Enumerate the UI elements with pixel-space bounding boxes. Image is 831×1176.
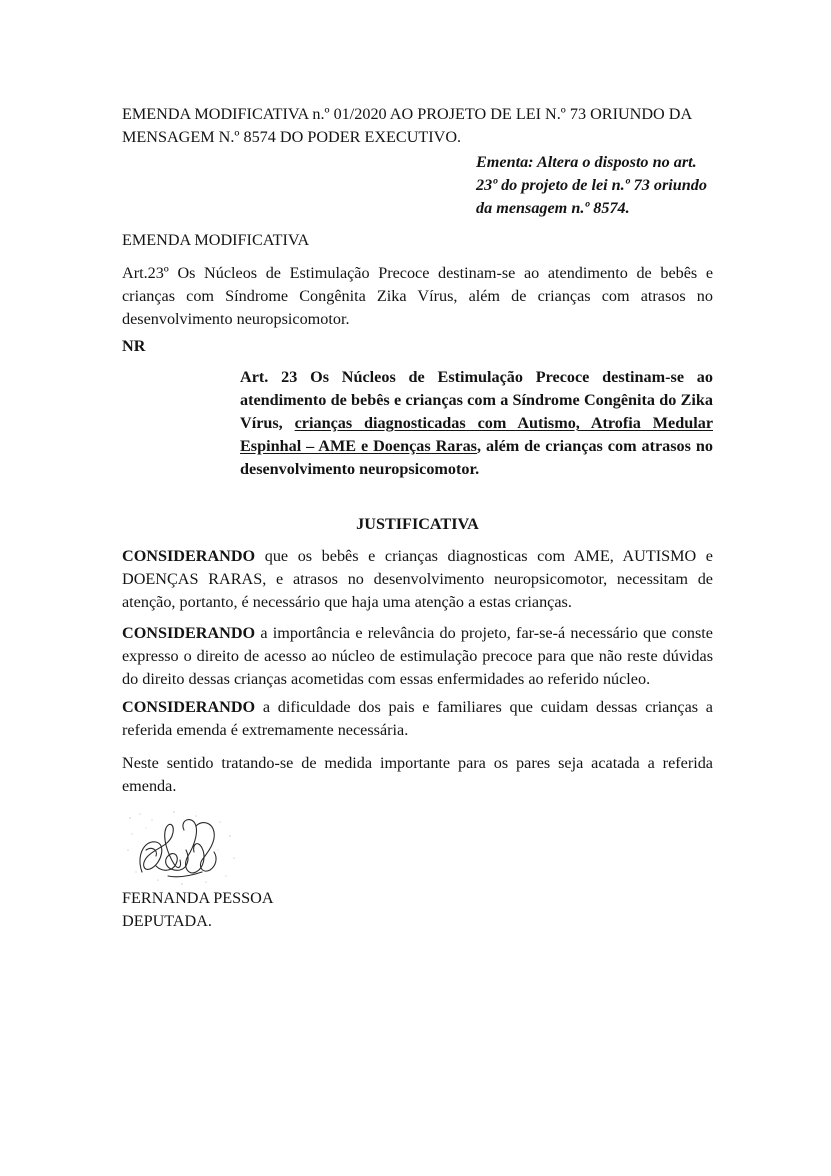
- signer-block: [122, 887, 274, 933]
- section-label: EMENDA MODIFICATIVA: [122, 231, 310, 249]
- signature-image: [122, 806, 242, 888]
- original-article: Art.23º Os Núcleos de Estimulação Precoce destinam-se ao atendimento de bebês e crianças com Síndrome Congênita Zika Vírus, além de crianças com atrasos no desenvolvimento neuropsicomotor.: [122, 264, 713, 328]
- justificativa-paragraph-1: [122, 545, 713, 614]
- signer-title: DEPUTADA.: [122, 912, 212, 930]
- new-article-text: Art. 23 Os Núcleos de Estimulação Precoce destinam-se ao atendimento de bebês e crianças com a Síndrome Congênita do Zika Vírus,: [240, 368, 713, 432]
- justificativa-paragraph-4: Neste sentido tratando-se de medida importante para os pares seja acatada a referida emenda.: [122, 754, 713, 795]
- considerando-lead: CONSIDERANDO: [122, 547, 256, 565]
- new-article-highlight: crianças diagnosticadas com Autismo, Atrofia Medular Espinhal – AME e Doenças Raras: [240, 414, 714, 455]
- paragraph-text: a dificuldade dos pais e familiares que cuidam dessas crianças a referida emenda é extremamente necessária.: [122, 698, 713, 739]
- considerando-lead: CONSIDERANDO: [122, 624, 256, 642]
- signer-name: FERNANDA PESSOA: [122, 889, 274, 907]
- ementa-line-3: da mensagem n.º 8574.: [476, 199, 630, 217]
- ementa-line-2: 23º do projeto de lei n.º 73 oriundo: [476, 176, 707, 194]
- justificativa-paragraph-3: [122, 696, 713, 742]
- justificativa-title: JUSTIFICATIVA: [356, 515, 479, 533]
- ementa-line-1: Ementa: Altera o disposto no art.: [476, 153, 697, 171]
- header-line-1: EMENDA MODIFICATIVA n.º 01/2020 AO PROJETO DE LEI N.º 73 ORIUNDO DA: [122, 105, 693, 123]
- nr-label: NR: [122, 337, 146, 355]
- document-header: [122, 103, 722, 149]
- header-line-2: MENSAGEM N.º 8574 DO PODER EXECUTIVO.: [122, 128, 462, 146]
- new-article: [240, 366, 713, 481]
- considerando-lead: CONSIDERANDO: [122, 698, 256, 716]
- new-article-tail: , além de crianças com atrasos no desenvolvimento neuropsicomotor.: [240, 437, 713, 478]
- paragraph-text: que os bebês e crianças diagnosticas com AME, AUTISMO e DOENÇAS RARAS, e atrasos no desenvolvimento neuropsicomotor, necessitam de atenção, portanto, é necessário que haja uma atenção a estas crianças.: [122, 547, 713, 611]
- paragraph-text: a importância e relevância do projeto, far-se-á necessário que conste expresso o direito de acesso ao núcleo de estimulação precoce para que não reste dúvidas do direito dessas crianças acometidas com essas enfermidades ao referido núcleo.: [122, 624, 713, 688]
- ementa-block: [476, 151, 736, 220]
- justificativa-paragraph-2: [122, 622, 713, 691]
